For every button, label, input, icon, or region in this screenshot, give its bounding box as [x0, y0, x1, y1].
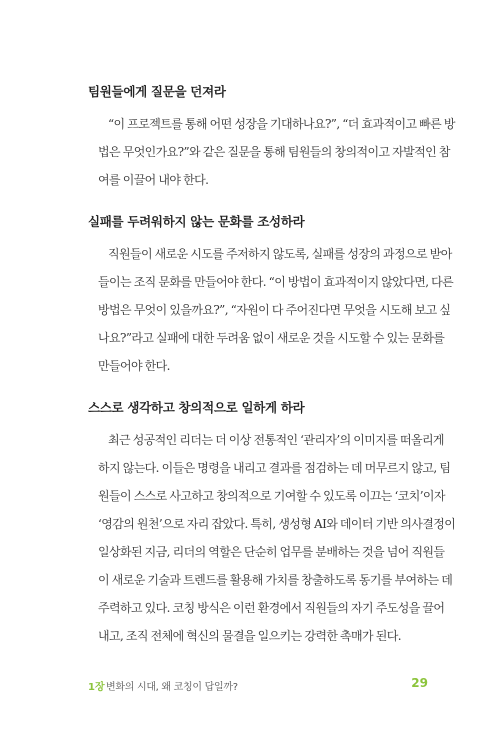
section-body — [88, 110, 455, 194]
body-line: 만들어야 한다. — [98, 359, 170, 373]
body-line: 주력하고 있다. 코칭 방식은 이런 환경에서 직원들의 자기 주도성을 끌어 — [98, 601, 445, 615]
section-ask-questions — [88, 82, 455, 194]
body-line: 나요?”라고 실패에 대한 두려움 없이 새로운 것을 시도할 수 있는 문화를 — [98, 331, 445, 345]
section-heading: 실패를 두려워하지 않는 문화를 조성하라 — [88, 214, 305, 229]
section-creative-work — [88, 398, 456, 650]
body-line: “이 프로젝트를 통해 어떤 성장을 기대하나요?”, “더 효과적이고 빠른 방 — [108, 117, 455, 131]
body-line: 하지 않는다. 이들은 명령을 내리고 결과를 점검하는 데 머무르지 않고, 팀 — [98, 461, 451, 475]
section-failure-culture — [88, 212, 454, 380]
body-line: 여를 이끌어 내야 한다. — [98, 173, 209, 187]
section-body — [88, 240, 454, 380]
section-heading: 팀원들에게 질문을 던져라 — [88, 84, 226, 99]
body-line: ‘영감의 원천’으로 자리 잡았다. 특히, 생성형 AI와 데이터 기반 의사결정이 — [98, 517, 456, 531]
section-heading: 스스로 생각하고 창의적으로 일하게 하라 — [88, 400, 305, 415]
body-line: 일상화된 지금, 리더의 역할은 단순히 업무를 분배하는 것을 넘어 직원들 — [98, 545, 445, 559]
body-line: 들이는 조직 문화를 만들어야 한다. “이 방법이 효과적이지 않았다면, 다른 — [98, 275, 454, 289]
body-line: 최근 성공적인 리더는 더 이상 전통적인 ‘관리자’의 이미지를 떠올리게 — [108, 433, 444, 447]
body-line: 내고, 조직 전체에 혁신의 물결을 일으키는 강력한 촉매가 된다. — [98, 629, 401, 643]
section-body — [88, 426, 456, 650]
body-line: 원들이 스스로 사고하고 창의적으로 기여할 수 있도록 이끄는 ‘코치’이자 — [98, 489, 445, 503]
page-footer — [88, 676, 428, 696]
body-line: 이 새로운 기술과 트렌드를 활용해 가치를 창출하도록 동기를 부여하는 데 — [98, 573, 453, 587]
page-number: 29 — [411, 676, 428, 690]
body-line: 법은 무엇인가요?”와 같은 질문을 통해 팀원들의 창의적이고 자발적인 참 — [98, 145, 450, 159]
chapter-title: 변화의 시대, 왜 코칭이 답일까? — [106, 682, 238, 693]
body-line: 직원들이 새로운 시도를 주저하지 않도록, 실패를 성장의 과정으로 받아 — [108, 247, 452, 261]
body-line: 방법은 무엇이 있을까요?”, “자원이 다 주어진다면 무엇을 시도해 보고 싶 — [98, 303, 451, 317]
chapter-number: 1장 — [88, 682, 105, 693]
